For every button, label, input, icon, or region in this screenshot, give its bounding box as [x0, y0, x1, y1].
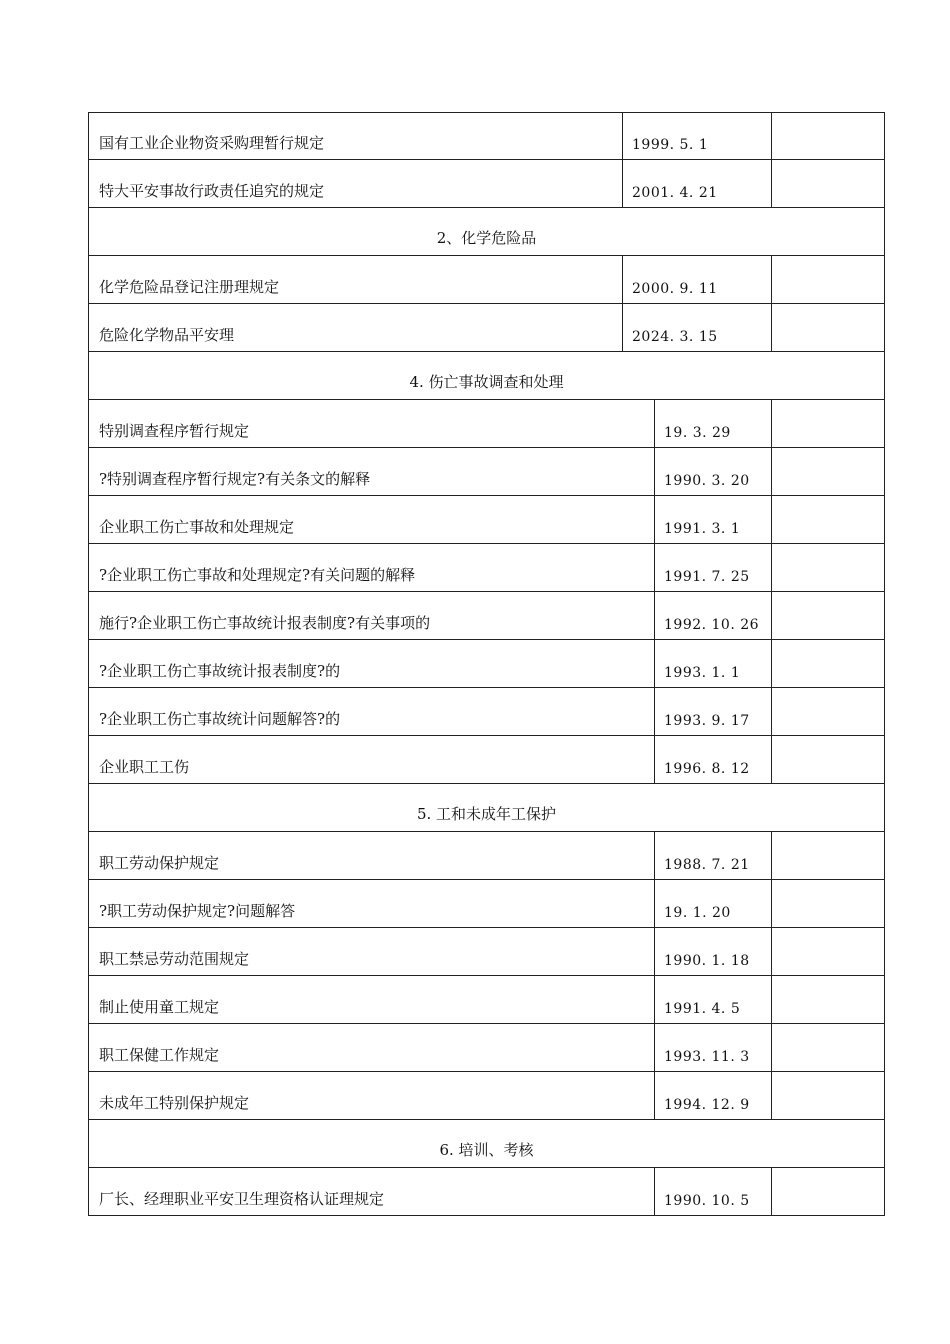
- blank-cell: [771, 304, 884, 351]
- regulation-name-cell: [89, 496, 654, 543]
- effective-date-cell: [654, 736, 771, 783]
- blank-cell: [771, 496, 884, 543]
- blank-cell: [771, 113, 884, 159]
- regulation-name-cell: [89, 1168, 654, 1215]
- regulation-name: ?职工劳动保护规定?问题解答: [99, 902, 296, 920]
- table-row: [88, 160, 885, 208]
- effective-date-cell: [654, 448, 771, 495]
- section-title: 5. 工和未成年工保护: [416, 805, 557, 823]
- effective-date: 1991. 7. 25: [664, 569, 750, 585]
- effective-date: 19. 1. 20: [664, 905, 731, 921]
- table-row: [88, 256, 885, 304]
- regulation-name: 危险化学物品平安理: [99, 326, 235, 344]
- effective-date: 2024. 3. 15: [632, 329, 718, 345]
- blank-cell: [771, 400, 884, 447]
- effective-date: 1993. 11. 3: [664, 1049, 750, 1065]
- regulation-name-cell: [89, 976, 654, 1023]
- section-header-row: [88, 208, 885, 256]
- regulation-name: 特大平安事故行政责任追究的规定: [99, 182, 325, 200]
- blank-cell: [771, 880, 884, 927]
- table-row: [88, 448, 885, 496]
- effective-date-cell: [622, 113, 771, 159]
- effective-date-cell: [654, 1072, 771, 1119]
- table-row: [88, 304, 885, 352]
- effective-date-cell: [622, 304, 771, 351]
- effective-date: 1999. 5. 1: [632, 137, 709, 153]
- table-row: [88, 736, 885, 784]
- regulation-name-cell: [89, 448, 654, 495]
- effective-date-cell: [654, 544, 771, 591]
- blank-cell: [771, 448, 884, 495]
- effective-date-cell: [654, 880, 771, 927]
- regulations-table: [88, 112, 885, 1216]
- blank-cell: [771, 256, 884, 303]
- regulation-name-cell: [89, 1024, 654, 1071]
- table-row: [88, 1072, 885, 1120]
- effective-date-cell: [654, 688, 771, 735]
- effective-date-cell: [654, 976, 771, 1023]
- blank-cell: [771, 1024, 884, 1071]
- regulation-name: 国有工业企业物资采购理暂行规定: [99, 134, 325, 152]
- regulation-name-cell: [89, 688, 654, 735]
- effective-date: 1990. 10. 5: [664, 1193, 750, 1209]
- regulation-name-cell: [89, 640, 654, 687]
- regulation-name: 企业职工伤亡事故和处理规定: [99, 518, 295, 536]
- regulation-name: 企业职工工伤: [99, 758, 190, 776]
- regulation-name: 职工劳动保护规定: [99, 854, 220, 872]
- effective-date: 2000. 9. 11: [632, 281, 718, 297]
- regulation-name-cell: [89, 928, 654, 975]
- blank-cell: [771, 976, 884, 1023]
- table-row: [88, 544, 885, 592]
- regulation-name-cell: [89, 544, 654, 591]
- effective-date: 1991. 4. 5: [664, 1001, 741, 1017]
- effective-date: 1991. 3. 1: [664, 521, 741, 537]
- regulation-name-cell: [89, 1072, 654, 1119]
- table-row: [88, 1024, 885, 1072]
- effective-date: 1990. 1. 18: [664, 953, 750, 969]
- effective-date-cell: [654, 400, 771, 447]
- effective-date-cell: [622, 160, 771, 207]
- table-row: [88, 928, 885, 976]
- regulation-name: ?特别调查程序暂行规定?有关条文的解释: [99, 470, 371, 488]
- regulation-name-cell: [89, 592, 654, 639]
- effective-date-cell: [654, 1168, 771, 1215]
- regulation-name: 化学危险品登记注册理规定: [99, 278, 280, 296]
- table-row: [88, 112, 885, 160]
- blank-cell: [771, 1168, 884, 1215]
- regulation-name-cell: [89, 160, 622, 207]
- table-row: [88, 688, 885, 736]
- blank-cell: [771, 160, 884, 207]
- blank-cell: [771, 592, 884, 639]
- regulation-name: 施行?企业职工伤亡事故统计报表制度?有关事项的: [99, 614, 431, 632]
- table-row: [88, 592, 885, 640]
- blank-cell: [771, 640, 884, 687]
- table-row: [88, 496, 885, 544]
- blank-cell: [771, 1072, 884, 1119]
- effective-date: 1993. 1. 1: [664, 665, 741, 681]
- regulation-name-cell: [89, 113, 622, 159]
- section-title: 4. 伤亡事故调查和处理: [409, 373, 564, 391]
- effective-date-cell: [654, 928, 771, 975]
- regulation-name-cell: [89, 400, 654, 447]
- blank-cell: [771, 688, 884, 735]
- section-header-row: [88, 784, 885, 832]
- table-row: [88, 1168, 885, 1216]
- section-title: 6. 培训、考核: [439, 1141, 534, 1159]
- table-row: [88, 832, 885, 880]
- table-row: [88, 640, 885, 688]
- table-row: [88, 880, 885, 928]
- section-header-row: [88, 352, 885, 400]
- effective-date: 1990. 3. 20: [664, 473, 750, 489]
- regulation-name: ?企业职工伤亡事故统计报表制度?的: [99, 662, 341, 680]
- regulation-name-cell: [89, 832, 654, 879]
- section-title: 2、化学危险品: [436, 229, 537, 247]
- table-row: [88, 976, 885, 1024]
- effective-date: 1992. 10. 26: [664, 617, 760, 633]
- regulation-name-cell: [89, 736, 654, 783]
- regulation-name: 职工保健工作规定: [99, 1046, 220, 1064]
- regulation-name: ?企业职工伤亡事故和处理规定?有关问题的解释: [99, 566, 416, 584]
- blank-cell: [771, 832, 884, 879]
- effective-date: 1994. 12. 9: [664, 1097, 750, 1113]
- regulation-name: ?企业职工伤亡事故统计问题解答?的: [99, 710, 341, 728]
- regulation-name: 制止使用童工规定: [99, 998, 220, 1016]
- section-header-row: [88, 1120, 885, 1168]
- blank-cell: [771, 544, 884, 591]
- effective-date: 1996. 8. 12: [664, 761, 750, 777]
- effective-date: 1988. 7. 21: [664, 857, 750, 873]
- effective-date-cell: [622, 256, 771, 303]
- effective-date-cell: [654, 640, 771, 687]
- regulation-name: 职工禁忌劳动范围规定: [99, 950, 250, 968]
- effective-date-cell: [654, 1024, 771, 1071]
- effective-date: 2001. 4. 21: [632, 185, 718, 201]
- effective-date-cell: [654, 832, 771, 879]
- effective-date: 19. 3. 29: [664, 425, 731, 441]
- regulation-name-cell: [89, 304, 622, 351]
- regulation-name: 厂长、经理职业平安卫生理资格认证理规定: [99, 1190, 385, 1208]
- effective-date-cell: [654, 496, 771, 543]
- effective-date-cell: [654, 592, 771, 639]
- regulation-name-cell: [89, 256, 622, 303]
- effective-date: 1993. 9. 17: [664, 713, 750, 729]
- blank-cell: [771, 928, 884, 975]
- table-row: [88, 400, 885, 448]
- regulation-name: 未成年工特别保护规定: [99, 1094, 250, 1112]
- regulation-name-cell: [89, 880, 654, 927]
- blank-cell: [771, 736, 884, 783]
- regulation-name: 特别调查程序暂行规定: [99, 422, 250, 440]
